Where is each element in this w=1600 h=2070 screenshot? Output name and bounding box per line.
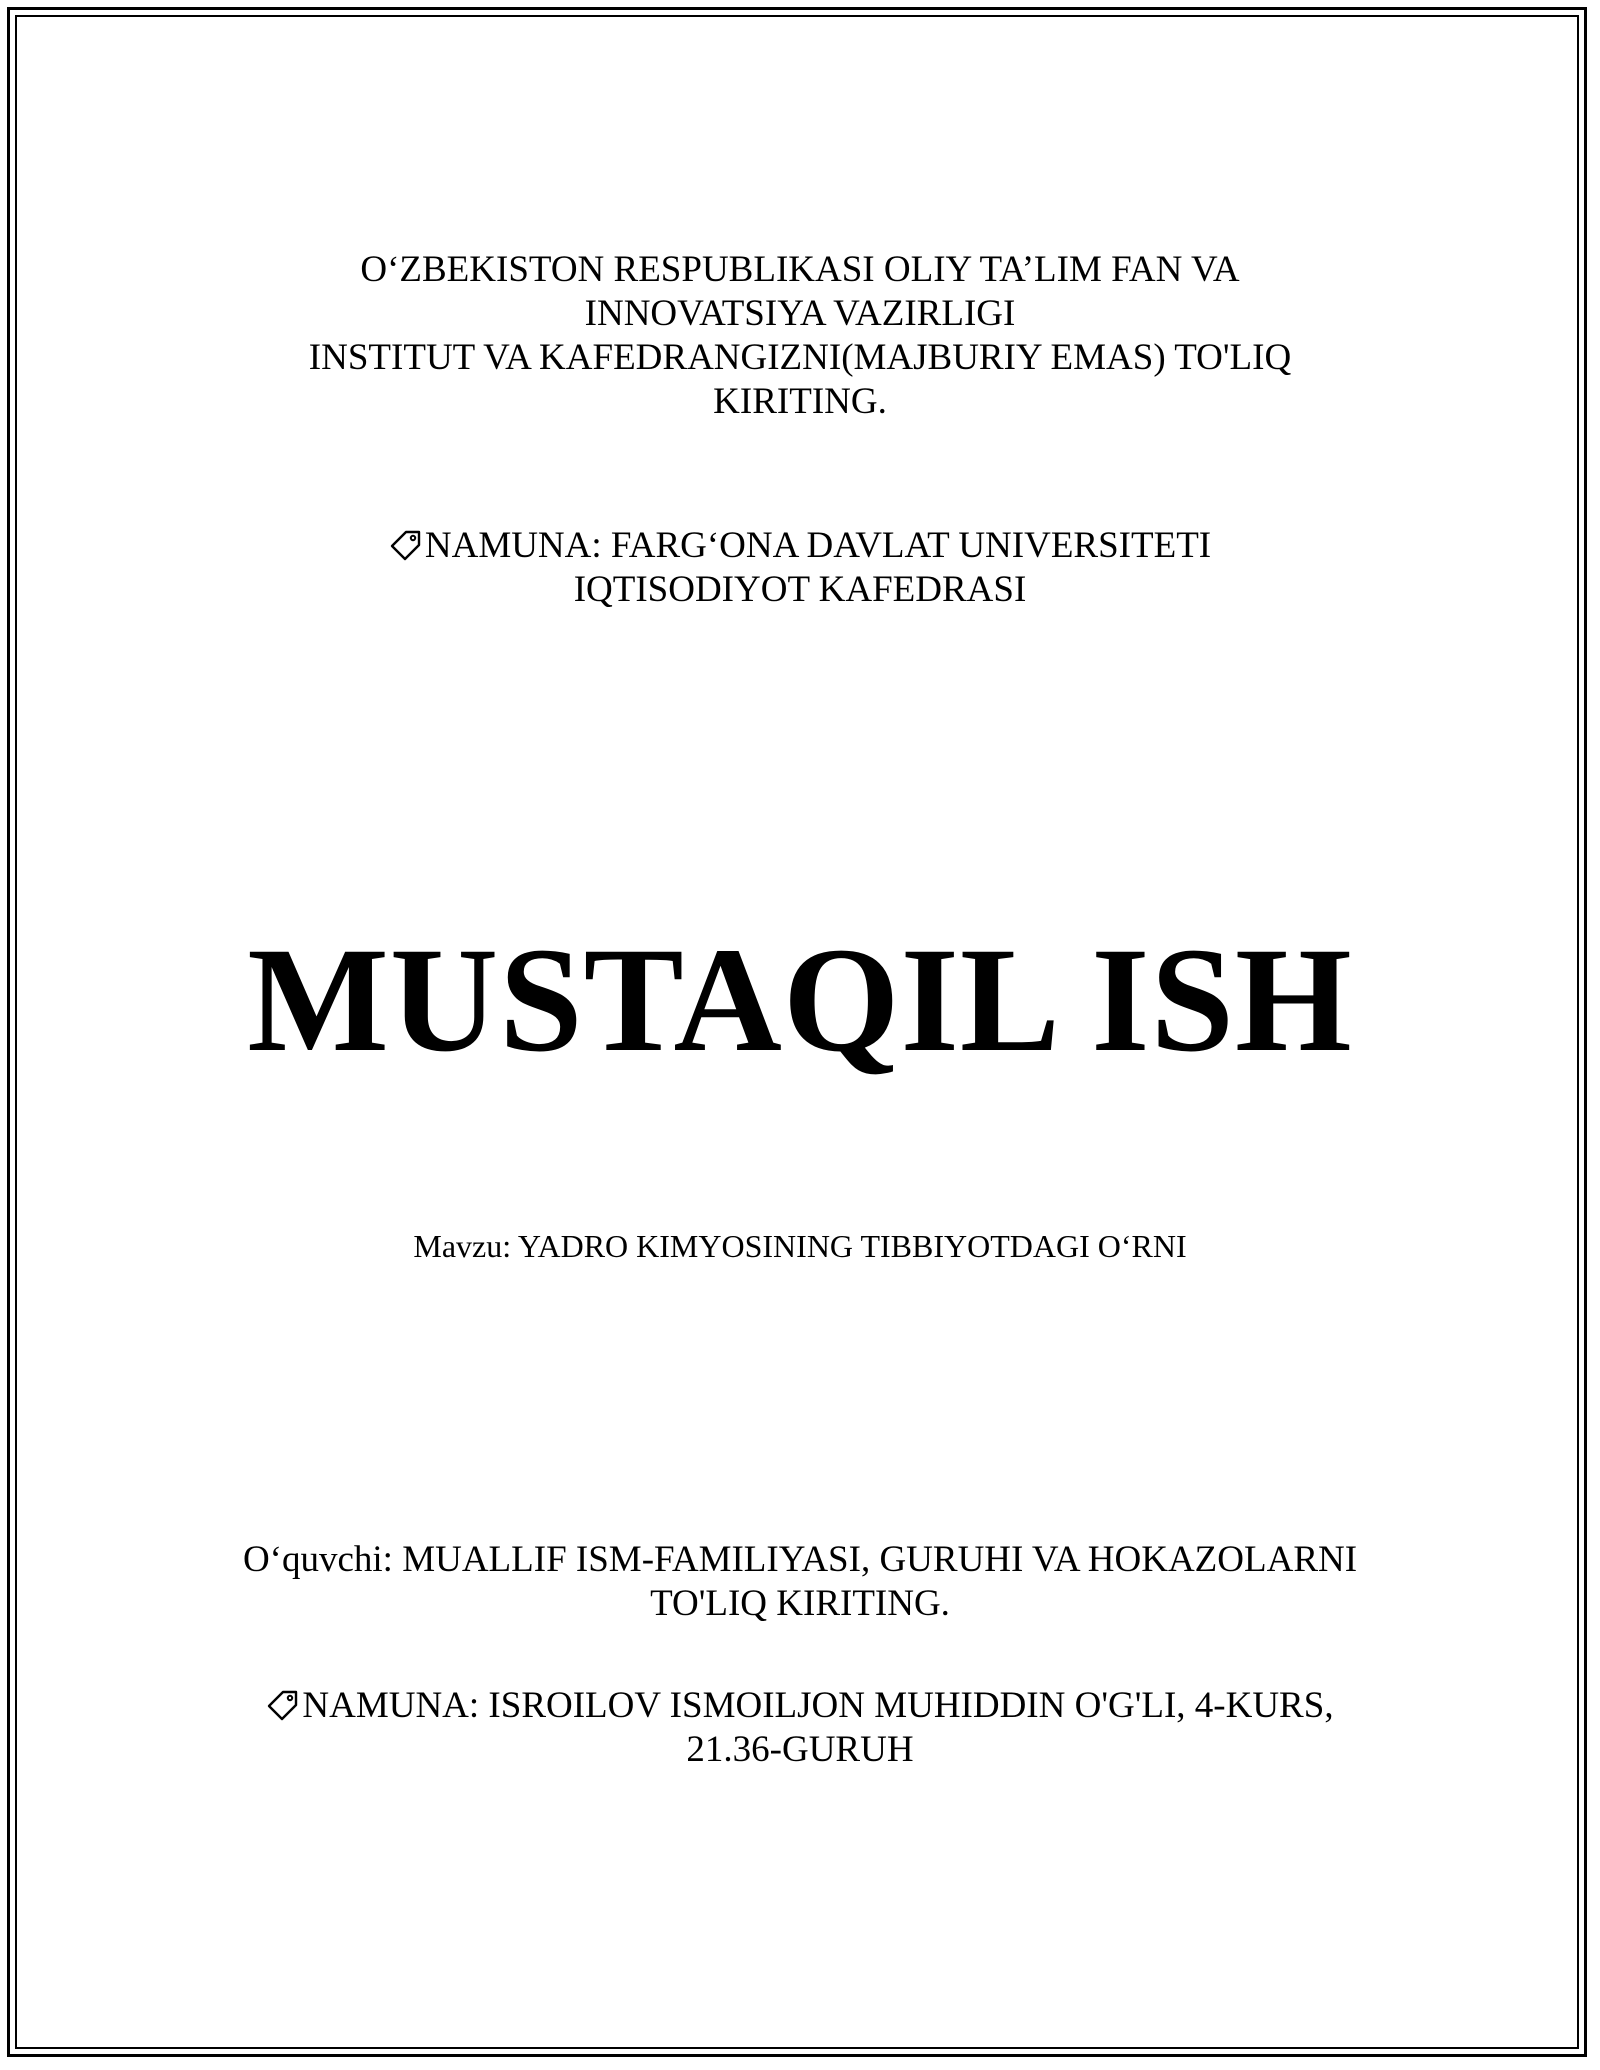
document-title-block <box>200 917 1400 1083</box>
tag-icon <box>266 1687 300 1721</box>
author-example-line-2: 21.36-GURUH <box>686 1729 914 1770</box>
author-line-1: O‘quvchi: MUALLIF ISM-FAMILIYASI, GURUHI VA HOKAZOLARNI <box>242 1539 1358 1580</box>
instruction-line-1: INSTITUT VA KAFEDRANGIZNI(MAJBURIY EMAS) TO'LIQ <box>308 337 1292 378</box>
author-block <box>200 1538 1400 1626</box>
document-title: MUSTAQIL ISH <box>247 917 1353 1083</box>
author-example-text: NAMUNA: ISROILOV ISMOILJON MUHIDDIN O'G'LI, 4-KURS, <box>302 1685 1334 1726</box>
institution-example <box>200 524 1400 612</box>
author-example <box>200 1684 1400 1772</box>
ministry-line-2: INNOVATSIYA VAZIRLIGI <box>584 293 1016 334</box>
institution-example-line-1 <box>200 524 1400 568</box>
author-line-2: TO'LIQ KIRITING. <box>650 1583 950 1624</box>
institution-example-line-2: IQTISODIYOT KAFEDRASI <box>573 569 1027 610</box>
topic-text: Mavzu: YADRO KIMYOSINING TIBBIYOTDAGI O‘RNI <box>413 1228 1187 1264</box>
institution-example-text: NAMUNA: FARG‘ONA DAVLAT UNIVERSITETI <box>424 525 1212 566</box>
tag-icon <box>389 527 423 561</box>
author-example-line-1 <box>200 1684 1400 1728</box>
ministry-line-1: O‘ZBEKISTON RESPUBLIKASI OLIY TA’LIM FAN VA <box>360 249 1240 290</box>
topic-block <box>200 1226 1400 1266</box>
ministry-heading <box>200 248 1400 424</box>
instruction-line-2: KIRITING. <box>713 381 887 422</box>
